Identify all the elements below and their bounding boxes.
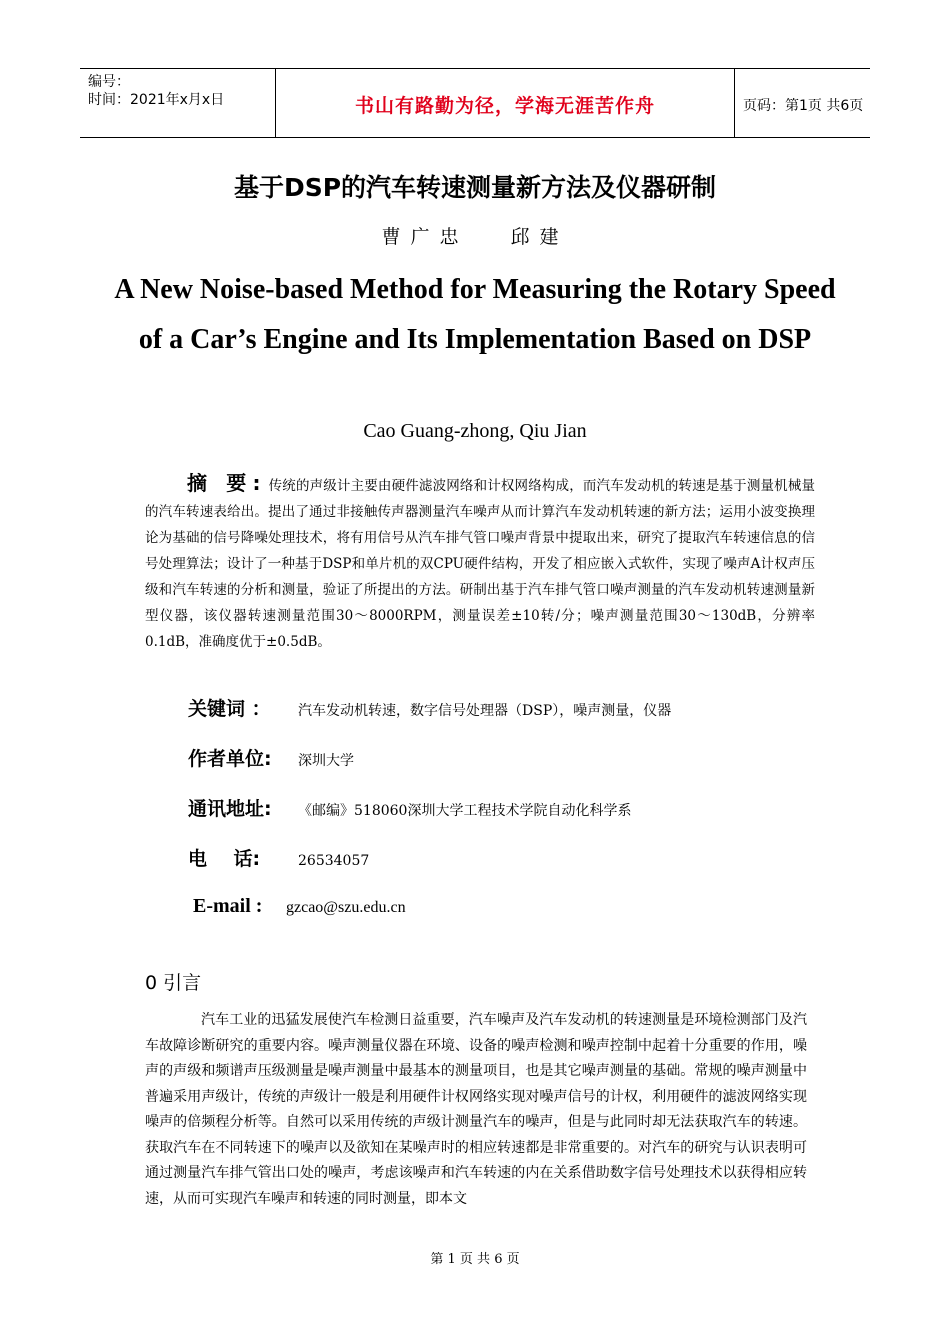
- address-row: [188, 794, 631, 821]
- abstract: [145, 470, 815, 655]
- body-paragraph: 汽车工业的迅猛发展使汽车检测日益重要，汽车噪声及汽车发动机的转速测量是环境检测部门及汽车故障诊断研究的重要内容。噪声测量仪器在环境、设备的噪声检测和噪声控制中起着十分重要的作用，噪声的声级和频谱声压级测量是噪声测量中最基本的测量项目，也是其它噪声测量的基础。常规的噪声测量中普遍采用声级计，传统的声级计一般是利用硬件计权网络实现对噪声信号的计权，利用硬件的滤波网络实现噪声的倍频程分析等。自然可以采用传统的声级计测量汽车的噪声，但是与此同时却无法获取汽车的转速。获取汽车在不同转速下的噪声以及欲知在某噪声时的相应转速都是非常重要的。对汽车的研究与认识表明可通过测量汽车排气管出口处的噪声，考虑该噪声和汽车转速的内在关系借助数字信号处理技术以获得相应转速，从而可实现汽车噪声和转速的同时测量，即本文: [145, 1012, 807, 1207]
- email-label: E-mail :: [193, 895, 263, 917]
- header-motto-cell: [276, 69, 735, 137]
- title-chinese: 基于DSP的汽车转速测量新方法及仪器研制: [233, 173, 717, 202]
- abstract-label: 摘 要:: [187, 471, 267, 495]
- affiliation-row: [188, 744, 354, 771]
- date-label: 时间：2021年x月x日: [88, 92, 225, 108]
- email-value[interactable]: gzcao@szu.edu.cn: [286, 899, 406, 916]
- page-footer: 第 1 页 共 6 页: [430, 1252, 520, 1267]
- authors-chinese: 曹广忠 邱建: [381, 226, 569, 248]
- email-row: [193, 895, 406, 918]
- header-page-cell: [735, 69, 870, 137]
- motto: 书山有路勤为径，学海无涯苦作舟: [354, 95, 655, 117]
- address-label: 通讯地址:: [188, 798, 272, 820]
- header-table: [80, 68, 870, 138]
- header-left-cell: [80, 69, 276, 137]
- phone-value: 26534057: [298, 853, 370, 869]
- authors-english: Cao Guang-zhong, Qiu Jian: [363, 420, 587, 442]
- title-english: A New Noise-based Method for Measuring the Rotary Speed of a Car’s Engine and Its Implementation Based on DSP: [114, 274, 836, 355]
- abstract-text: 传统的声级计主要由硬件滤波网络和计权网络构成，而汽车发动机的转速是基于测量机械量的汽车转速表给出。提出了通过非接触传声器测量汽车噪声从而计算汽车发动机转速的新方法；运用小波变换理论为基础的信号降噪处理技术，将有用信号从汽车排气管口噪声背景中提取出来，研究了提取汽车转速信息的信号处理算法；设计了一种基于DSP和单片机的双CPU硬件结构，开发了相应嵌入式软件，实现了噪声A计权声压级和汽车转速的分析和测量，验证了所提出的方法。研制出基于汽车排气管口噪声测量的汽车发动机转速测量新型仪器，该仪器转速测量范围30～8000RPM，测量误差±10转/分；噪声测量范围30～130dB，分辨率0.1dB，准确度优于±0.5dB。: [145, 478, 815, 650]
- keywords-row: [188, 694, 671, 721]
- keywords-label: 关键词 ：: [188, 698, 271, 720]
- phone-label: 电 话:: [188, 848, 261, 870]
- section-heading: 0 引言: [145, 972, 202, 994]
- page-info: 页码：第1页 共6页: [743, 98, 864, 114]
- affiliation-value: 深圳大学: [298, 753, 354, 769]
- phone-row: [188, 844, 369, 871]
- address-value: 《邮编》518060深圳大学工程技术学院自动化科学系: [298, 803, 632, 819]
- keywords-value: 汽车发动机转速，数字信号处理器（DSP），噪声测量，仪器: [298, 703, 672, 719]
- affiliation-label: 作者单位:: [188, 748, 272, 770]
- number-label: 编号：: [88, 74, 130, 90]
